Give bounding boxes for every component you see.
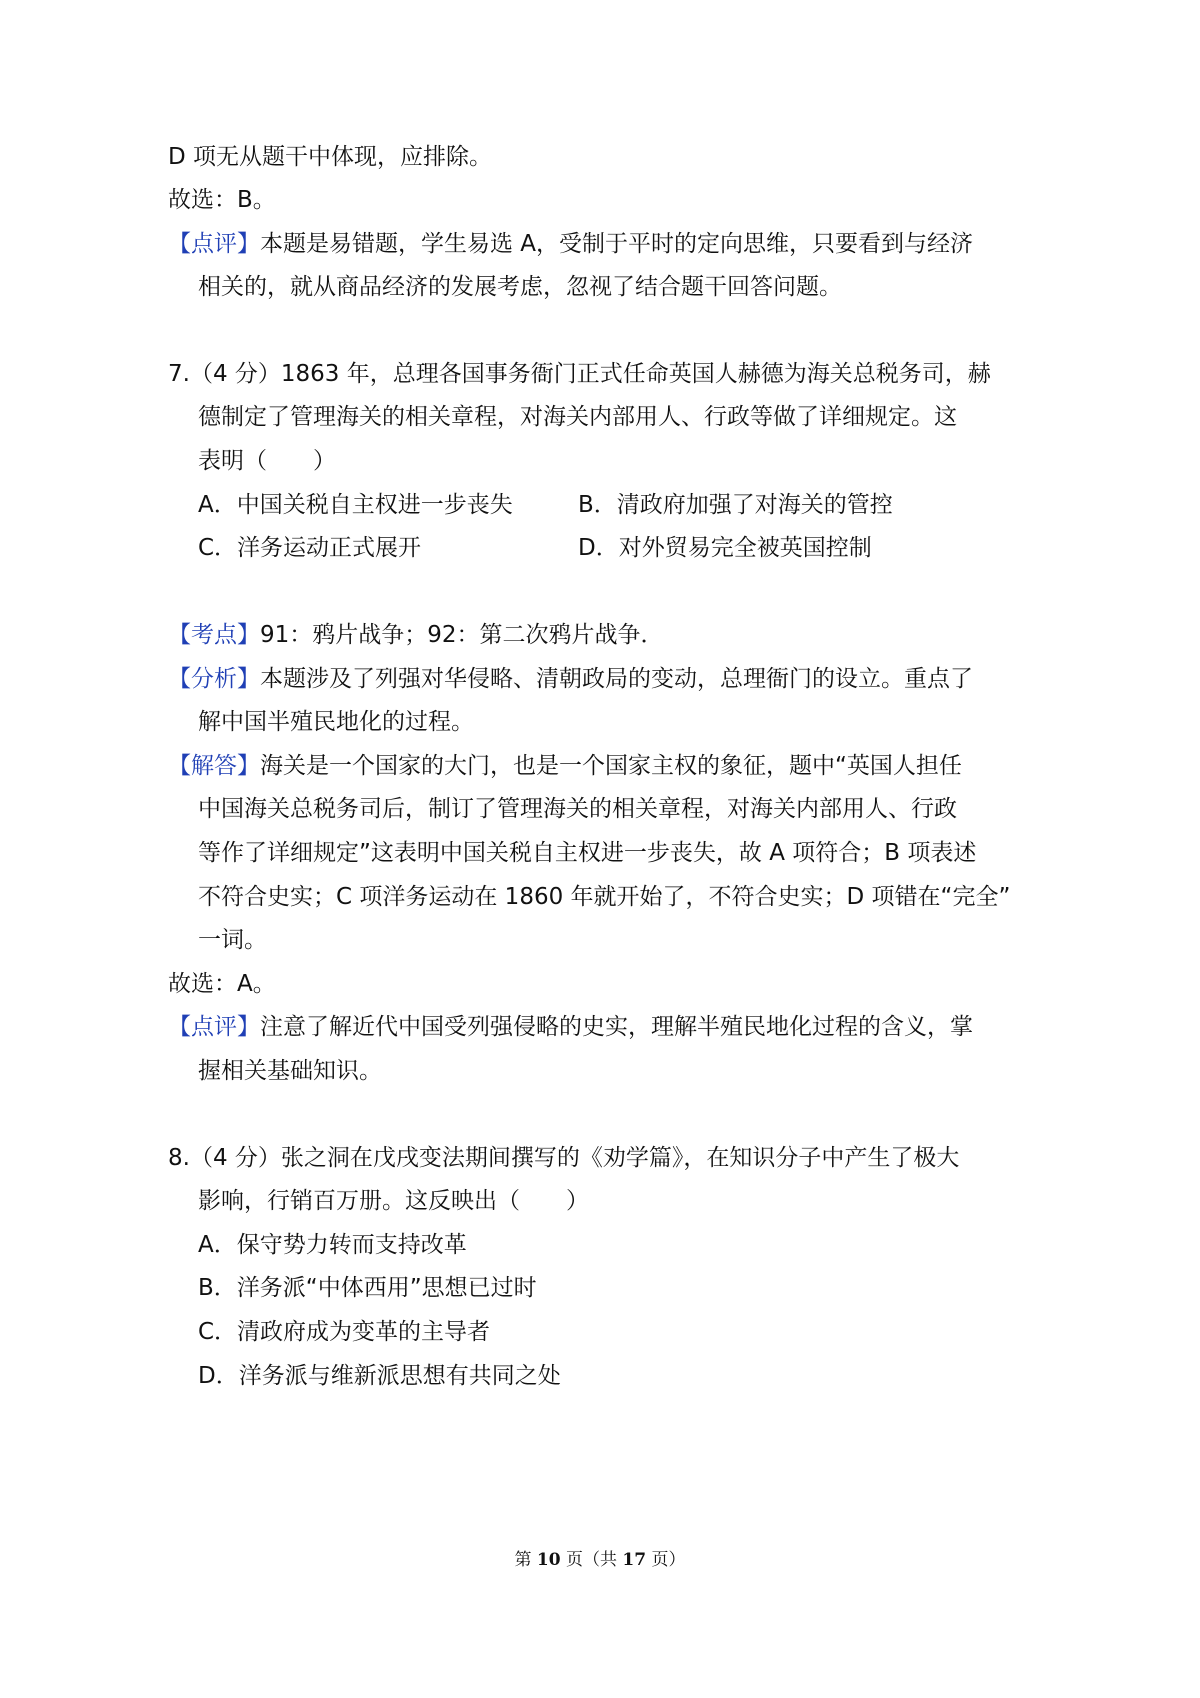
kaodian-tag: 【考点】 bbox=[168, 622, 260, 648]
question-7-jieda-line-4: 不符合史实；C 项洋务运动在 1860 年就开始了，不符合史实；D 项错在“完全” bbox=[198, 884, 1011, 910]
question-7-stem-line-3: 表明（ ） bbox=[198, 448, 336, 474]
question-7-jieda-line-2: 中国海关总税务司后，制订了管理海关的相关章程，对海关内部用人、行政 bbox=[198, 796, 957, 822]
question-7-dianping-line-2: 握相关基础知识。 bbox=[198, 1058, 382, 1084]
comment-tag: 【点评】 bbox=[168, 231, 260, 257]
dianping-tag: 【点评】 bbox=[168, 1014, 260, 1040]
question-7-fenxi-line-2: 解中国半殖民地化的过程。 bbox=[198, 709, 474, 735]
question-8-option-d: D．洋务派与维新派思想有共同之处 bbox=[198, 1363, 561, 1389]
question-8-option-a: A．保守势力转而支持改革 bbox=[198, 1232, 467, 1258]
question-8-stem-line-2: 影响，行销百万册。这反映出（ ） bbox=[198, 1188, 589, 1214]
question-7-stem-line-2: 德制定了管理海关的相关章程，对海关内部用人、行政等做了详细规定。这 bbox=[198, 404, 957, 430]
question-8-stem-line-1: 8.（4 分）张之洞在戊戌变法期间撰写的《劝学篇》，在知识分子中产生了极大 bbox=[168, 1145, 960, 1171]
prev-answer: 故选：B。 bbox=[168, 187, 276, 213]
question-7-jieda-line-3: 等作了详细规定”这表明中国关税自主权进一步丧失，故 A 项符合；B 项表述 bbox=[198, 840, 977, 866]
question-8-option-c: C．清政府成为变革的主导者 bbox=[198, 1319, 491, 1345]
question-7-stem-line-1: 7.（4 分）1863 年，总理各国事务衙门正式任命英国人赫德为海关总税务司，赫 bbox=[168, 361, 991, 387]
page-footer: 第 10 页（共 17 页） bbox=[514, 1550, 686, 1570]
question-7-option-d: D．对外贸易完全被英国控制 bbox=[578, 535, 872, 561]
question-7-answer: 故选：A。 bbox=[168, 971, 276, 997]
jieda-tag: 【解答】 bbox=[168, 753, 260, 779]
question-7-option-c: C．洋务运动正式展开 bbox=[198, 535, 422, 561]
page-total: 17 bbox=[622, 1550, 647, 1570]
question-7-option-a: A．中国关税自主权进一步丧失 bbox=[198, 492, 513, 518]
question-7-jieda-line-1: 【解答】海关是一个国家的大门，也是一个国家主权的象征，题中“英国人担任 bbox=[168, 753, 962, 779]
question-7-jieda-line-5: 一词。 bbox=[198, 927, 267, 953]
question-7-kaodian: 【考点】91：鸦片战争；92：第二次鸦片战争． bbox=[168, 622, 664, 648]
prev-comment-line-1: 【点评】本题是易错题，学生易选 A，受制于平时的定向思维，只要看到与经济 bbox=[168, 231, 974, 257]
question-7-option-b: B．清政府加强了对海关的管控 bbox=[578, 492, 893, 518]
question-8-option-b: B．洋务派“中体西用”思想已过时 bbox=[198, 1275, 537, 1301]
question-7-dianping-line-1: 【点评】注意了解近代中国受列强侵略的史实，理解半殖民地化过程的含义，掌 bbox=[168, 1014, 973, 1040]
question-7-fenxi-line-1: 【分析】本题涉及了列强对华侵略、清朝政局的变动，总理衙门的设立。重点了 bbox=[168, 666, 973, 692]
prev-comment-line-2: 相关的，就从商品经济的发展考虑，忽视了结合题干回答问题。 bbox=[198, 274, 842, 300]
fenxi-tag: 【分析】 bbox=[168, 666, 260, 692]
prev-option-d-note: D 项无从题干中体现，应排除。 bbox=[168, 144, 493, 170]
page-number: 10 bbox=[536, 1550, 561, 1570]
